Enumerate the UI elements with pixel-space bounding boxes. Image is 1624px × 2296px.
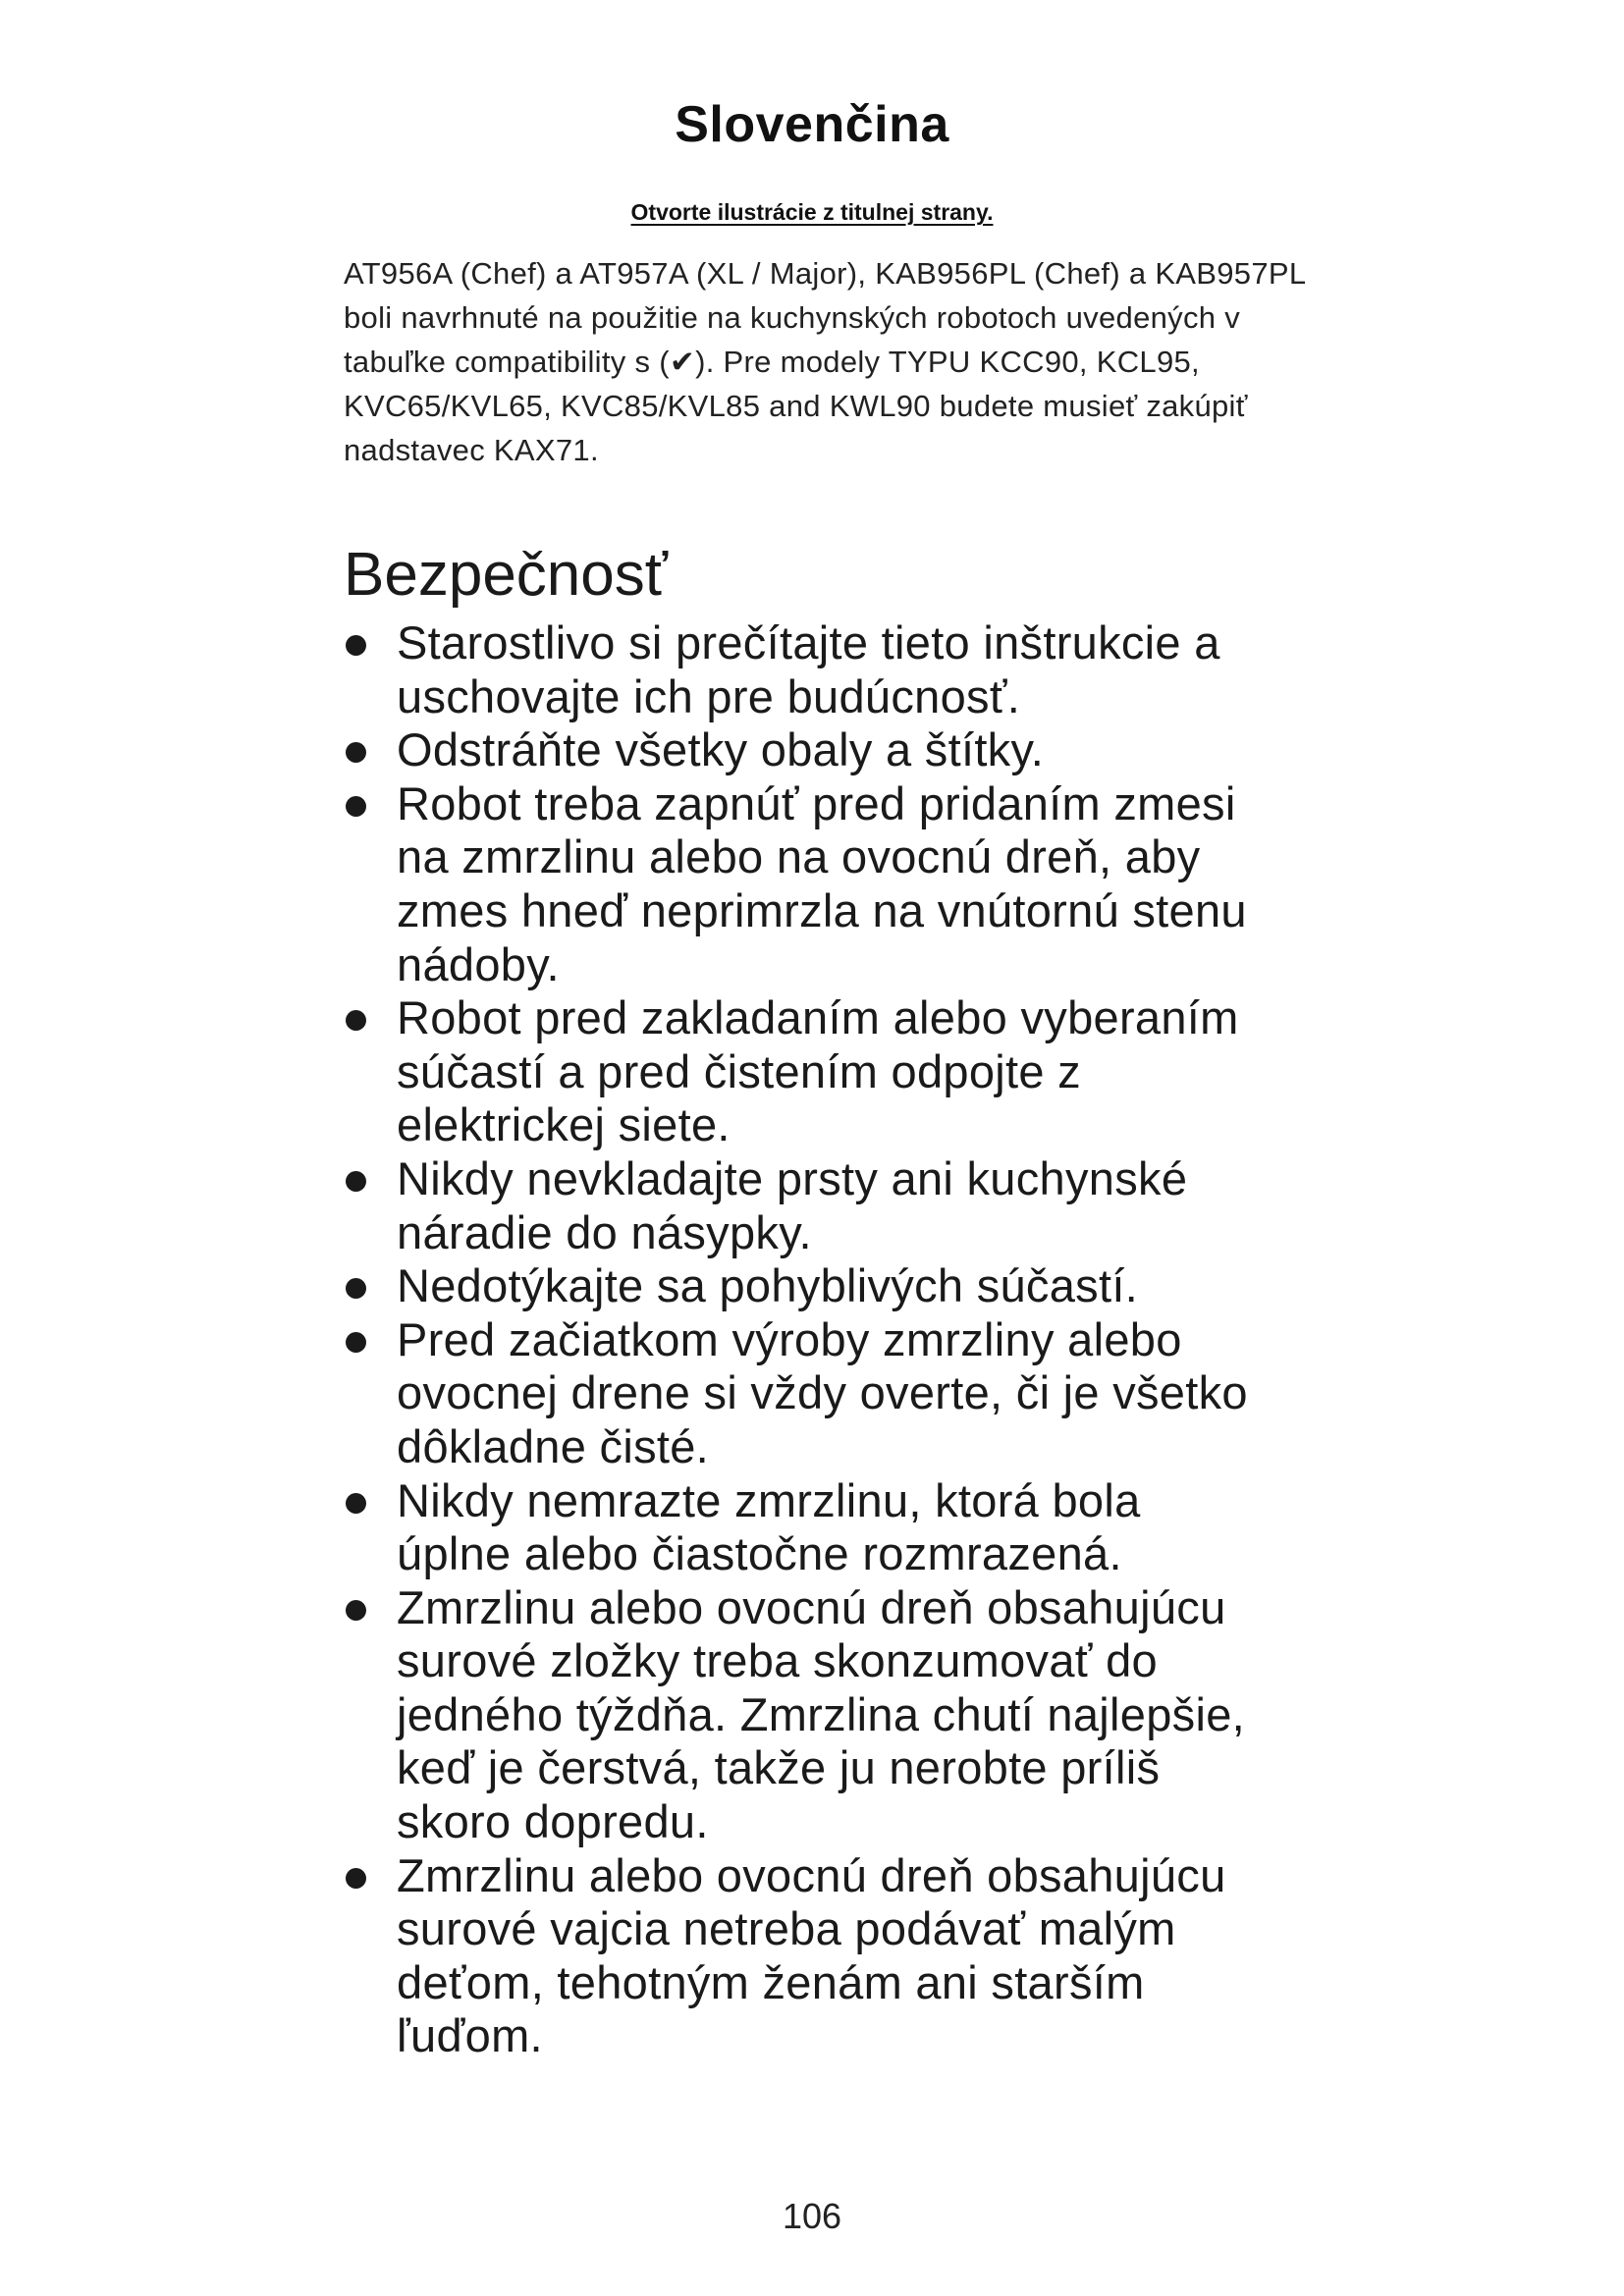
bullet-icon bbox=[346, 1493, 366, 1514]
list-item-text: Odstráňte všetky obaly a štítky. bbox=[397, 723, 1045, 776]
list-item-text: Zmrzlinu alebo ovocnú dreň obsahujúcu surové zložky treba skonzumovať do jedného týždňa. Zmrzlina chutí najlepšie, keď je čerstvá, takže ju nerobte príliš skoro dopredu. bbox=[397, 1580, 1245, 1848]
bullet-icon bbox=[346, 742, 366, 763]
list-item bbox=[344, 1581, 1267, 1849]
list-item bbox=[344, 1849, 1267, 2063]
list-item-text: Nedotýkajte sa pohyblivých súčastí. bbox=[397, 1259, 1139, 1312]
list-item bbox=[344, 723, 1267, 777]
list-item-text: Nikdy nevkladajte prsty ani kuchynské náradie do násypky. bbox=[397, 1151, 1188, 1258]
list-item bbox=[344, 991, 1267, 1152]
bullet-icon bbox=[346, 1332, 366, 1353]
list-item bbox=[344, 1259, 1267, 1313]
section-title-safety: Bezpečnosť bbox=[344, 541, 669, 609]
page-number: 106 bbox=[782, 2196, 842, 2236]
list-item bbox=[344, 1474, 1267, 1581]
safety-list bbox=[344, 616, 1267, 2063]
bullet-icon bbox=[346, 1278, 366, 1299]
illustration-note-text: Otvorte ilustrácie z titulnej strany. bbox=[630, 199, 994, 225]
illustration-note bbox=[0, 196, 1624, 228]
bullet-icon bbox=[346, 796, 366, 817]
bullet-icon bbox=[346, 635, 366, 656]
list-item-text: Robot pred zakladaním alebo vyberaním súčastí a pred čistením odpojte z elektrickej siete. bbox=[397, 991, 1239, 1151]
list-item-text: Starostlivo si prečítajte tieto inštrukcie a uschovajte ich pre budúcnosť. bbox=[397, 616, 1220, 722]
list-item-text: Nikdy nemrazte zmrzlinu, ktorá bola úplne alebo čiastočne rozmrazená. bbox=[397, 1473, 1141, 1580]
bullet-icon bbox=[346, 1600, 366, 1621]
bullet-icon bbox=[346, 1171, 366, 1192]
list-item-text: Pred začiatkom výroby zmrzliny alebo ovocnej drene si vždy overte, či je všetko dôkladne čisté. bbox=[397, 1312, 1248, 1472]
bullet-icon bbox=[346, 1010, 366, 1031]
list-item bbox=[344, 1313, 1267, 1474]
list-item bbox=[344, 777, 1267, 991]
list-item bbox=[344, 616, 1267, 723]
list-item-text: Zmrzlinu alebo ovocnú dreň obsahujúcu surové vajcia netreba podávať malým deťom, tehotným ženám ani starším ľuďom. bbox=[397, 1848, 1226, 2062]
list-item-text: Robot treba zapnúť pred pridaním zmesi na zmrzlinu alebo na ovocnú dreň, aby zmes hneď neprimrzla na vnútornú stenu nádoby. bbox=[397, 776, 1247, 990]
language-title: Slovenčina bbox=[675, 96, 949, 153]
intro-paragraph: AT956A (Chef) a AT957A (XL / Major), KAB956PL (Chef) a KAB957PL boli navrhnuté na použitie na kuchynských robotoch uvedených v tabuľke compatibility s (✔). Pre modely TYPU KCC90, KCL95, KVC65/KVL65, KVC85/KVL85 and KWL90 budete musieť zakúpiť nadstavec KAX71. bbox=[344, 256, 1306, 467]
list-item bbox=[344, 1152, 1267, 1259]
bullet-icon bbox=[346, 1868, 366, 1889]
